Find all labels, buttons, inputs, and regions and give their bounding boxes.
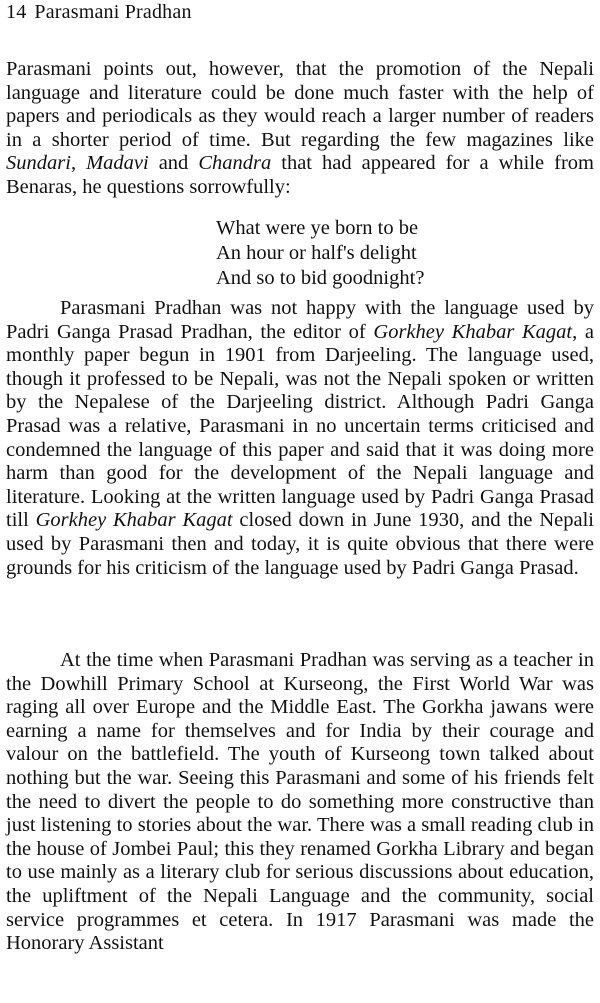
paragraph-3-text: At the time when Parasmani Pradhan was serving as a teacher in the Dowhill Primary School at Kurseong, the First World War was raging all over Europe and the Middle East. The Gorkha jawans were earning a name for themselves and for India by their courage and valour on the battlefield. The youth of Kurseong town talked about nothing but the war. Seeing this Parasmani and some of his friends felt the need to divert the people to do something more constructive than just listening to stories about the war. There was a small reading club in the house of Jombei Paul; this they renamed Gorkha Library and began to use mainly as a literary club for serious discussions about education, the upliftment of the Nepali Language and the community, social service programmes et cetera. In 1917 Parasmani was made the Honorary Assistant (6, 649, 594, 955)
paragraph-2-text-b: , a monthly paper begun in 1901 from Darjeeling. The language used, though it professed to be Nepali, was not the Nepali spoken or written by the Nepalese of the Darjeeling district. Although Padri Ganga Prasad was a relative, Parasmani in no uncertain terms criticised and condemned the language of this paper and said that it was doing more harm than good for the development of the Nepali language and literature. Looking at the written language used by Padri Ganga Prasad till (6, 320, 594, 532)
paragraph-2-text-c: closed down in June 1930, and the Nepali used by Parasmani then and today, it is quite obvious that there were grounds for his criticism of the language used by Padri Ganga Prasad. (6, 509, 594, 579)
verse-line-3: And so to bid goodnight? (216, 267, 425, 289)
paragraph-1 (6, 58, 594, 200)
paragraph-1-text-b: , (70, 152, 87, 175)
paragraph-1-text-d: that had appeared for a while from Benaras, he questions sorrowfully: (6, 152, 594, 198)
paragraph-2-text-a: Parasmani Pradhan was not happy with the language used by Padri Ganga Prasad Pradhan, the editor of (6, 297, 594, 343)
magazine-title-chandra: Chandra (198, 152, 272, 175)
verse-line-2: An hour or half's delight (216, 242, 417, 264)
paragraph-2 (6, 297, 594, 580)
paragraph-3 (6, 649, 594, 956)
magazine-title-sundari: Sundari (6, 152, 71, 175)
verse-quote (216, 216, 424, 291)
paragraph-1-text-c: and (148, 152, 199, 175)
paper-title-gorkhey-khabar-kagat-2: Gorkhey Khabar Kagat (35, 509, 233, 532)
paragraph-1-text-a: Parasmani points out, however, that the promotion of the Nepali language and literature could be done much faster with the help of papers and periodicals as they would reach a larger number of readers in a shorter period of time. But regarding the few magazines like (6, 58, 594, 151)
running-head (6, 0, 192, 24)
verse-line-1: What were ye born to be (216, 217, 419, 239)
paper-title-gorkhey-khabar-kagat: Gorkhey Khabar Kagat (373, 320, 573, 343)
page-number: 14 (6, 1, 27, 23)
running-title: Parasmani Pradhan (34, 1, 192, 23)
magazine-title-madavi: Madavi (86, 152, 149, 175)
